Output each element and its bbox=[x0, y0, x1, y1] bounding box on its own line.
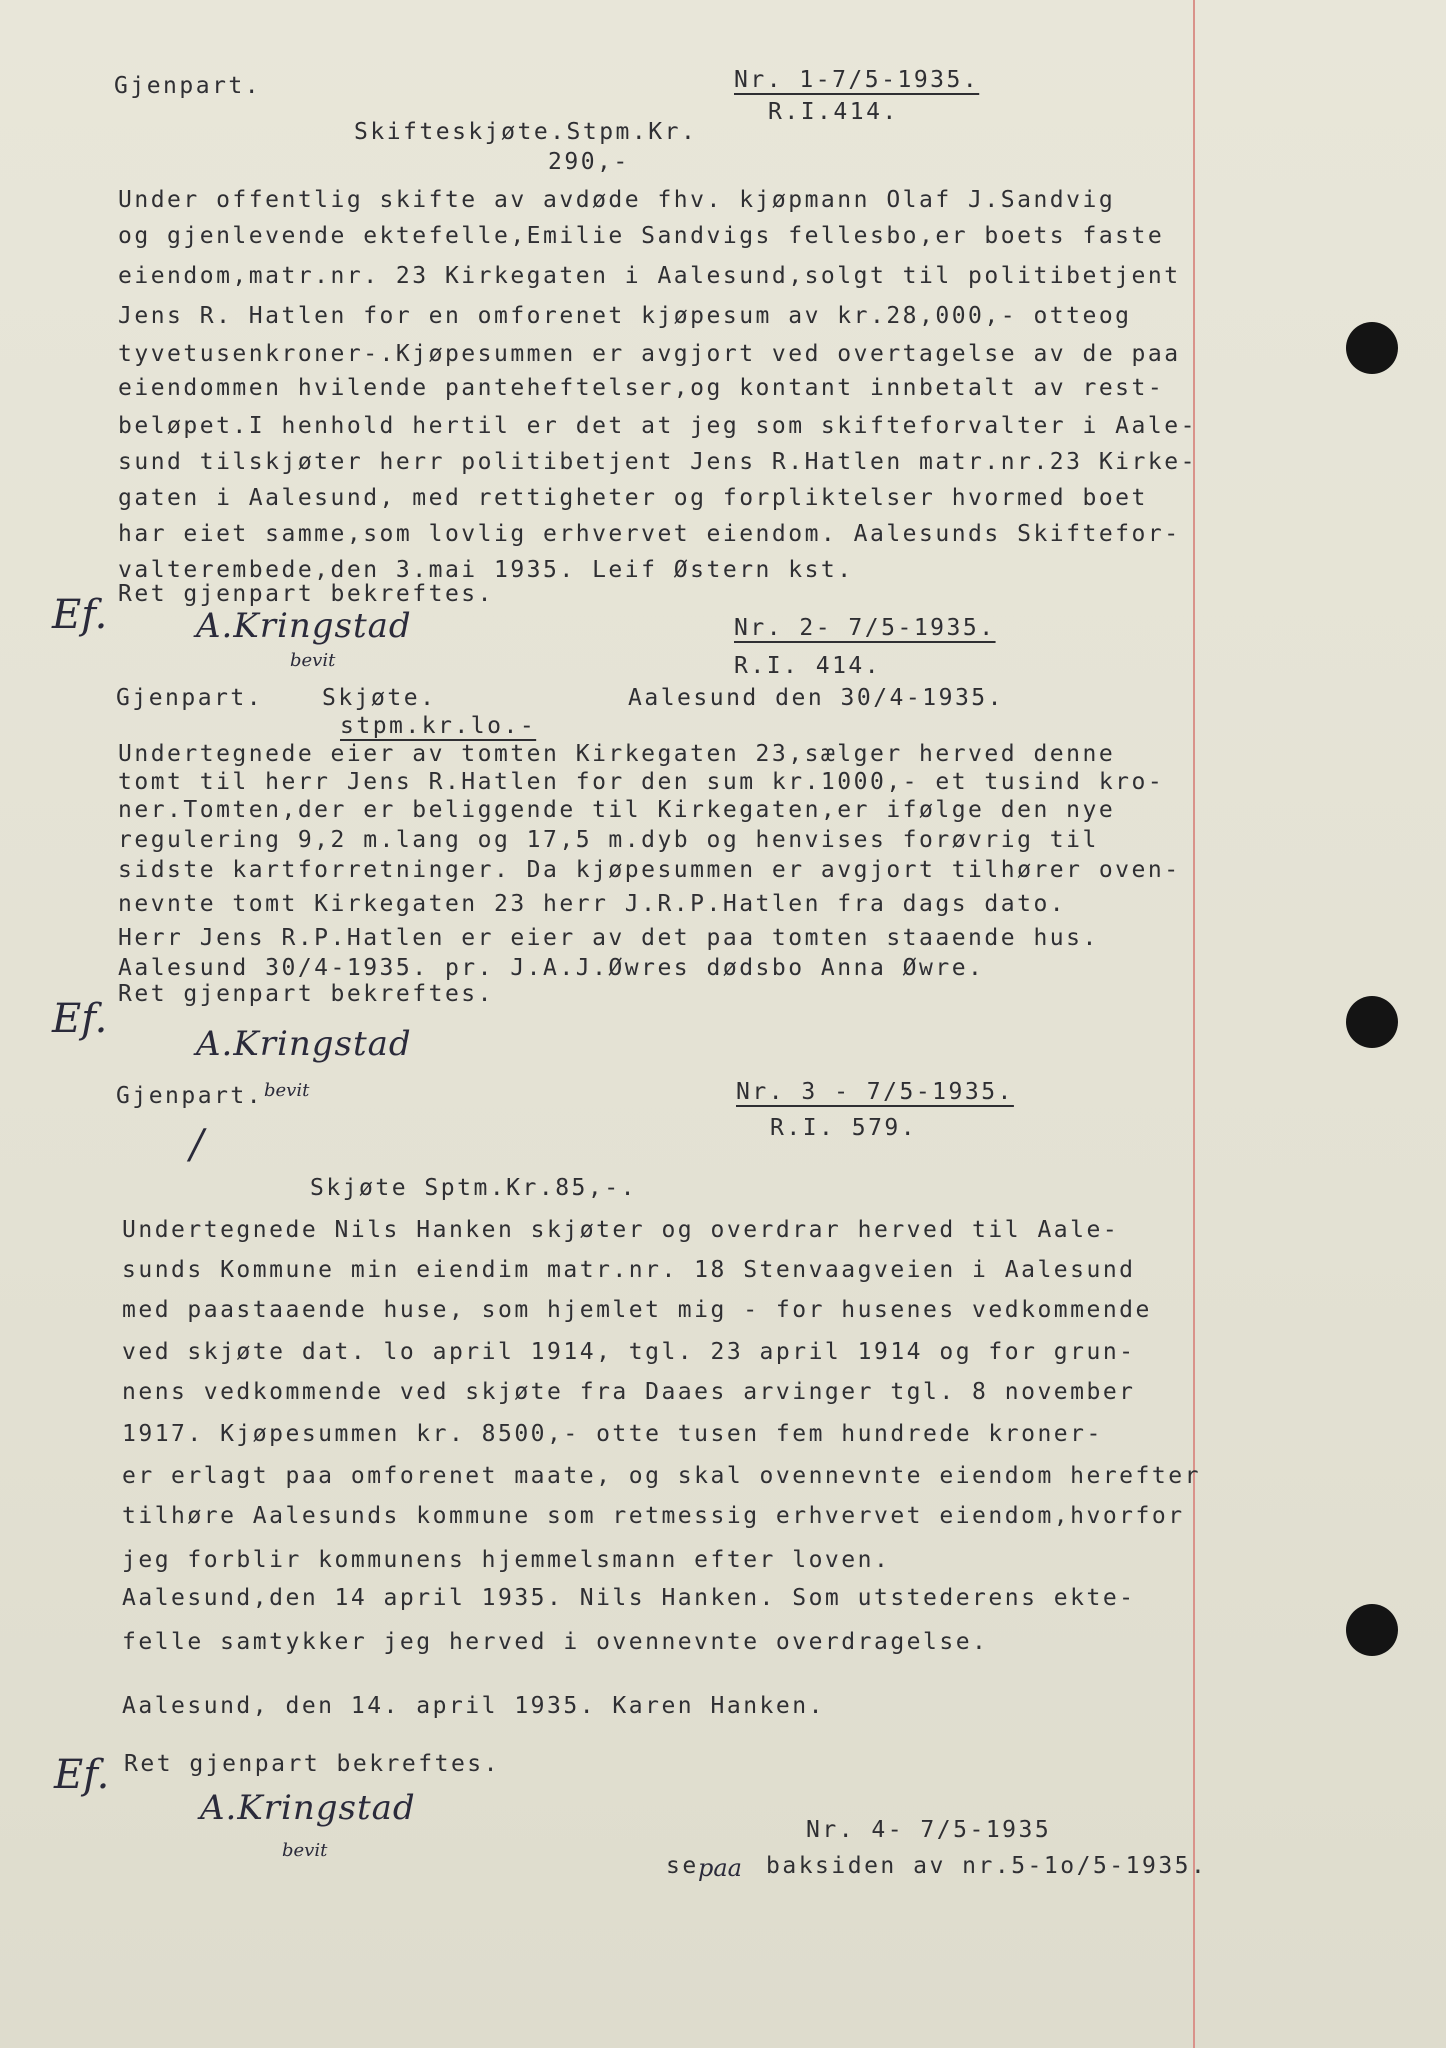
doc3-title: Skjøte Sptm.Kr.85,-. bbox=[310, 1175, 637, 1201]
doc2-line: tomt til herr Jens R.Hatlen for den sum kr.1000,- et tusind kro- bbox=[118, 769, 1165, 795]
doc3-line: Undertegnede Nils Hanken skjøter og overdrar herved til Aale- bbox=[122, 1217, 1120, 1243]
doc3-line: Aalesund,den 14 april 1935. Nils Hanken. Som utstederens ekte- bbox=[122, 1585, 1136, 1611]
doc2-line: Herr Jens R.P.Hatlen er eier av det paa tomten staaende hus. bbox=[118, 925, 1099, 951]
doc3-line: sunds Kommune min eiendim matr.nr. 18 Stenvaagveien i Aalesund bbox=[122, 1257, 1136, 1283]
doc2-signature-sub: bevit bbox=[264, 1080, 310, 1101]
doc3-heading-left: Gjenpart. bbox=[116, 1083, 264, 1109]
punch-hole bbox=[1346, 1604, 1398, 1656]
doc1-line: gaten i Aalesund, med rettigheter og forpliktelser hvormed boet bbox=[118, 485, 1148, 511]
doc1-line: Jens R. Hatlen for en omforenet kjøpesum av kr.28,000,- otteog bbox=[118, 303, 1132, 329]
doc1-heading-ref: R.I.414. bbox=[768, 99, 899, 125]
doc2-heading-ref: R.I. 414. bbox=[734, 653, 882, 679]
doc2-place-date: Aalesund den 30/4-1935. bbox=[628, 685, 1004, 711]
doc1-stamp-amount: 290,- bbox=[548, 149, 630, 175]
doc2-signature: A.Kringstad bbox=[196, 1024, 412, 1064]
doc1-signature-sub: bevit bbox=[290, 650, 336, 671]
doc3-margin-mark: / bbox=[190, 1122, 204, 1168]
doc3-line: nens vedkommende ved skjøte fra Daaes arvinger tgl. 8 november bbox=[122, 1379, 1136, 1405]
doc2-line: Undertegnede eier av tomten Kirkegaten 23,sælger herved denne bbox=[118, 741, 1116, 767]
punch-hole bbox=[1346, 996, 1398, 1048]
doc1-heading-number: Nr. 1-7/5-1935. bbox=[734, 67, 980, 93]
doc1-line: sund tilskjøter herr politibetjent Jens R.Hatlen matr.nr.23 Kirke- bbox=[118, 449, 1197, 475]
doc1-signature: A.Kringstad bbox=[196, 606, 412, 646]
doc1-margin-note: Ef. bbox=[52, 592, 108, 638]
doc1-line: valterembede,den 3.mai 1935. Leif Østern kst. bbox=[118, 557, 854, 583]
doc2-heading-number: Nr. 2- 7/5-1935. bbox=[734, 615, 996, 641]
doc2-heading-left: Gjenpart. bbox=[116, 685, 264, 711]
doc2-stamp: stpm.kr.lo.- bbox=[340, 713, 537, 739]
doc3-heading-number: Nr. 3 - 7/5-1935. bbox=[736, 1079, 1014, 1105]
doc1-line: og gjenlevende ektefelle,Emilie Sandvigs fellesbo,er boets faste bbox=[118, 223, 1165, 249]
doc2-line: sidste kartforretninger. Da kjøpesummen er avgjort tilhører oven- bbox=[118, 857, 1181, 883]
doc2-line: Aalesund 30/4-1935. pr. J.A.J.Øwres dødsbo Anna Øwre. bbox=[118, 955, 985, 981]
doc2-line: ner.Tomten,der er beliggende til Kirkegaten,er ifølge den nye bbox=[118, 797, 1116, 823]
doc1-line: eiendom,matr.nr. 23 Kirkegaten i Aalesund,solgt til politibetjent bbox=[118, 263, 1181, 289]
doc2-line: nevnte tomt Kirkegaten 23 herr J.R.P.Hatlen fra dags dato. bbox=[118, 891, 1067, 917]
footer-prefix: se bbox=[666, 1853, 699, 1879]
doc2-margin-note: Ef. bbox=[52, 996, 108, 1042]
doc3-line: er erlagt paa omforenet maate, og skal ovennevnte eiendom herefter bbox=[122, 1463, 1201, 1489]
doc3-line: jeg forblir kommunens hjemmelsmann efter loven. bbox=[122, 1547, 891, 1573]
doc2-title: Skjøte. bbox=[322, 685, 437, 711]
doc1-line: har eiet samme,som lovlig erhvervet eiendom. Aalesunds Skiftefor- bbox=[118, 521, 1181, 547]
doc1-title: Skifteskjøte.Stpm.Kr. bbox=[354, 119, 698, 145]
doc3-line: tilhøre Aalesunds kommune som retmessig erhvervet eiendom,hvorfor bbox=[122, 1503, 1185, 1529]
footer-number: Nr. 4- 7/5-1935 bbox=[806, 1817, 1052, 1843]
doc2-certified: Ret gjenpart bekreftes. bbox=[118, 981, 494, 1007]
doc3-signature-sub: bevit bbox=[282, 1840, 328, 1861]
doc3-heading-ref: R.I. 579. bbox=[770, 1115, 918, 1141]
doc3-margin-note: Ef. bbox=[54, 1752, 110, 1798]
doc3-line: ved skjøte dat. lo april 1914, tgl. 23 april 1914 og for grun- bbox=[122, 1339, 1136, 1365]
doc3-line: Aalesund, den 14. april 1935. Karen Hanken. bbox=[122, 1693, 825, 1719]
punch-hole bbox=[1346, 322, 1398, 374]
doc1-line: Under offentlig skifte av avdøde fhv. kjøpmann Olaf J.Sandvig bbox=[118, 187, 1116, 213]
doc3-certified: Ret gjenpart bekreftes. bbox=[124, 1751, 500, 1777]
doc3-line: felle samtykker jeg herved i ovennevnte overdragelse. bbox=[122, 1629, 989, 1655]
doc2-line: regulering 9,2 m.lang og 17,5 m.dyb og henvises forøvrig til bbox=[118, 827, 1099, 853]
doc1-heading-left: Gjenpart. bbox=[114, 73, 262, 99]
doc3-line: med paastaaende huse, som hjemlet mig - for husenes vedkommende bbox=[122, 1297, 1152, 1323]
footer-handwritten: paa bbox=[698, 1854, 742, 1882]
margin-rule bbox=[1193, 0, 1195, 2048]
doc3-signature: A.Kringstad bbox=[200, 1788, 416, 1828]
footer-rest: baksiden av nr.5-1o/5-1935. bbox=[766, 1853, 1208, 1879]
doc1-certified: Ret gjenpart bekreftes. bbox=[118, 581, 494, 607]
doc1-line: beløpet.I henhold hertil er det at jeg som skifteforvalter i Aale- bbox=[118, 413, 1197, 439]
doc3-line: 1917. Kjøpesummen kr. 8500,- otte tusen fem hundrede kroner- bbox=[122, 1421, 1103, 1447]
doc1-line: eiendommen hvilende panteheftelser,og kontant innbetalt av rest- bbox=[118, 375, 1165, 401]
doc1-line: tyvetusenkroner-.Kjøpesummen er avgjort ved overtagelse av de paa bbox=[118, 341, 1181, 367]
